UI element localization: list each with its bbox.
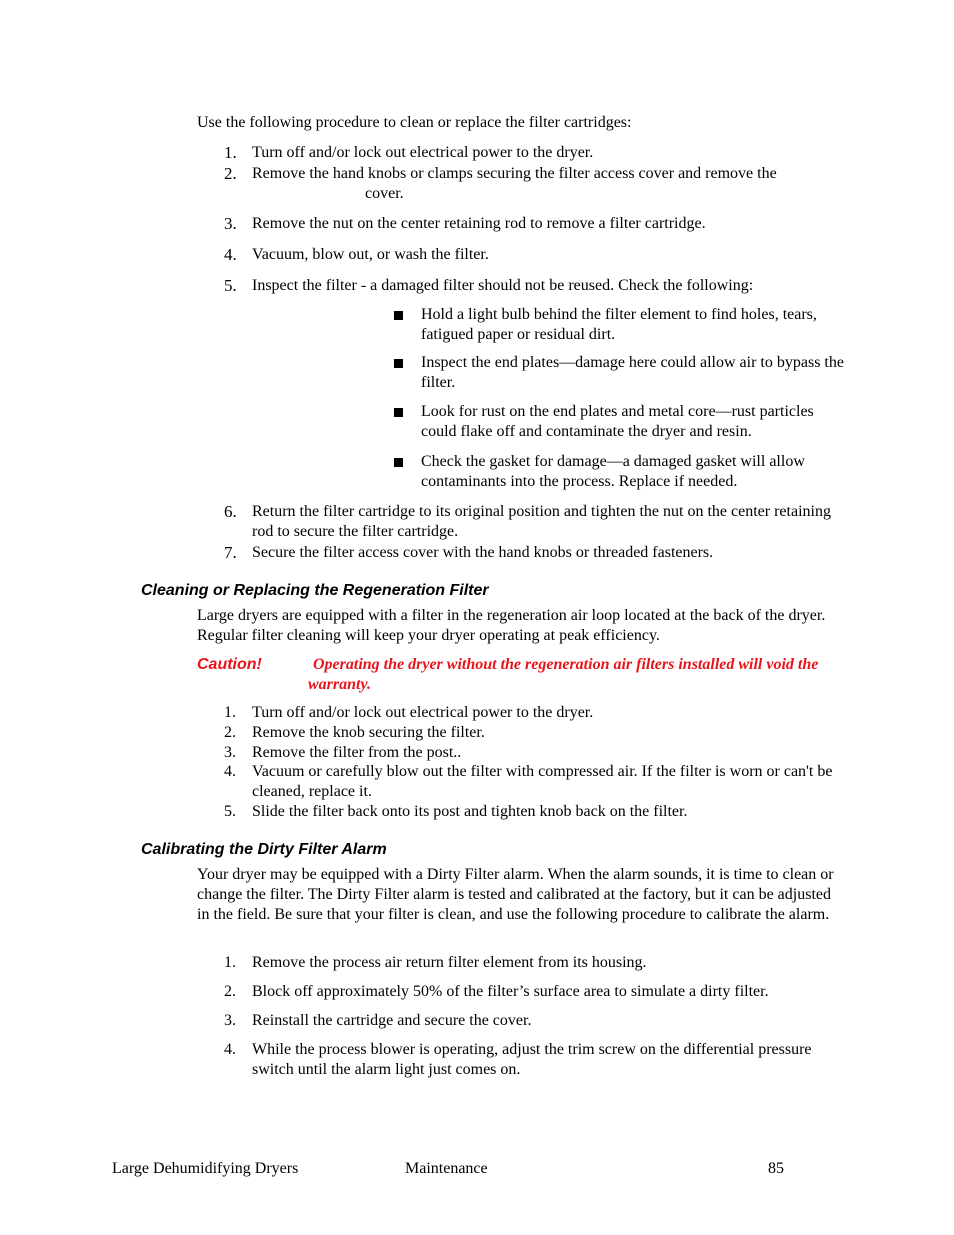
square-bullet-icon [394,458,403,467]
step-text: Secure the filter access cover with the hand knobs or threaded fasteners. [252,544,714,561]
step-text: Reinstall the cartridge and secure the cover. [252,1012,532,1029]
step-text: Remove the process air return filter element from its housing. [252,954,647,971]
square-bullet-icon [394,359,403,368]
bullet-text: Look for rust on the end plates and metal core—rust particles could flake off and contaminate the dryer and resin. [421,403,814,440]
caution-text: Operating the dryer without the regeneration air filters installed will void the warranty. [308,656,819,693]
step-text: Turn off and/or lock out electrical power to the dryer. [252,704,594,721]
section-paragraph: Large dryers are equipped with a filter in the regeneration air loop located at the back of the dryer. Regular filter cleaning will keep your dryer operating at peak efficiency. [197,607,826,644]
step-text: Vacuum or carefully blow out the filter with compressed air. If the filter is worn or can't be cleaned, replace it. [252,763,833,800]
step-number: 4. [224,1041,236,1058]
step-number: 5. [224,276,237,295]
step-number: 4. [224,763,236,780]
section-heading: Cleaning or Replacing the Regeneration Filter [141,582,489,599]
step-number: 5. [224,803,236,820]
step-number: 4. [224,245,237,264]
step-text: Remove the knob securing the filter. [252,724,485,741]
step-number: 1. [224,704,236,721]
step-text: While the process blower is operating, adjust the trim screw on the differential pressure switch until the alarm light just comes on. [252,1041,812,1078]
step-number: 3. [224,214,237,233]
step-number: 2. [224,164,237,183]
step-number: 2. [224,983,236,1000]
step-text: Return the filter cartridge to its original position and tighten the nut on the center retaining rod to secure the filter cartridge. [252,503,831,540]
step-number: 1. [224,143,237,162]
square-bullet-icon [394,311,403,320]
step-number: 7. [224,543,237,562]
step-text: Remove the filter from the post.. [252,744,462,761]
step-text: Block off approximately 50% of the filter’s surface area to simulate a dirty filter. [252,983,769,1000]
bullet-text: Check the gasket for damage—a damaged gasket will allow contaminants into the process. Replace if needed. [421,453,805,490]
step-text: Vacuum, blow out, or wash the filter. [252,246,489,263]
caution-label: Caution! [197,656,262,673]
step-number: 6. [224,502,237,521]
step-text: Remove the nut on the center retaining rod to remove a filter cartridge. [252,215,706,232]
page-number: 85 [768,1160,784,1177]
section-paragraph: Your dryer may be equipped with a Dirty Filter alarm. When the alarm sounds, it is time to clean or change the filter. The Dirty Filter alarm is tested and calibrated at the factory, but it can be adjusted in the field. Be sure that your filter is clean, and use the following procedure to calibrate the alarm. [197,866,834,923]
step-text: Slide the filter back onto its post and tighten knob back on the filter. [252,803,688,820]
step-number: 3. [224,744,236,761]
bullet-text: Hold a light bulb behind the filter element to find holes, tears, fatigued paper or residual dirt. [421,306,817,343]
step-number: 2. [224,724,236,741]
step-number: 1. [224,954,236,971]
step-text: Remove the hand knobs or clamps securing the filter access cover and remove the [252,165,777,182]
step-text-continuation: cover. [365,185,404,202]
footer-chapter: Maintenance [405,1160,488,1177]
intro-paragraph: Use the following procedure to clean or replace the filter cartridges: [197,114,632,131]
step-text: Turn off and/or lock out electrical power to the dryer. [252,144,594,161]
step-text: Inspect the filter - a damaged filter should not be reused. Check the following: [252,277,754,294]
section-heading: Calibrating the Dirty Filter Alarm [141,841,387,858]
footer-document-title: Large Dehumidifying Dryers [112,1160,299,1177]
bullet-text: Inspect the end plates—damage here could allow air to bypass the filter. [421,354,844,391]
square-bullet-icon [394,408,403,417]
step-number: 3. [224,1012,236,1029]
